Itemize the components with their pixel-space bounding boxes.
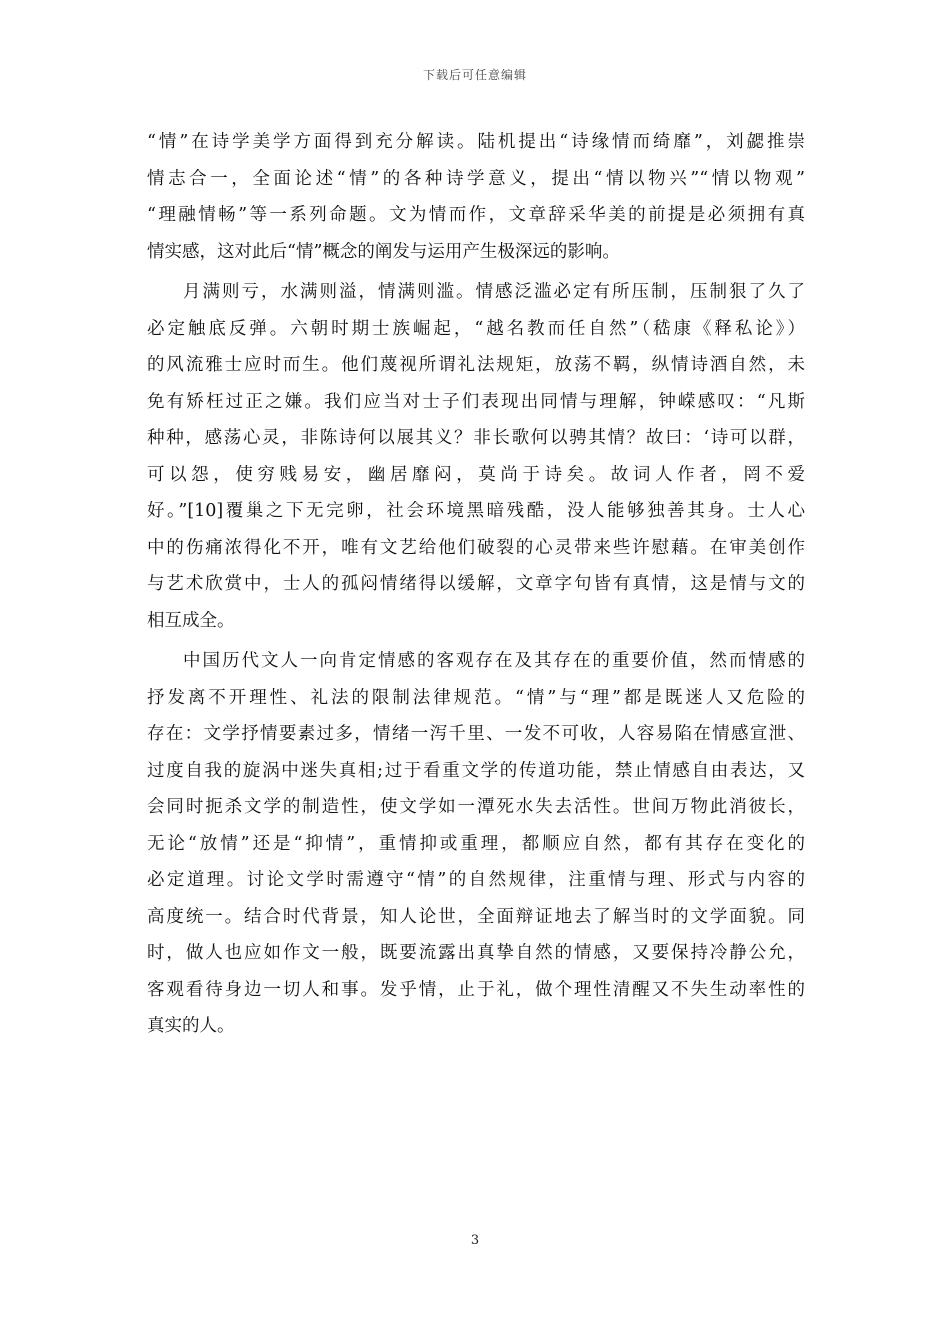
text-line: 无论“放情”还是“抑情”，重情抑或重理，都顺应自然，都有其存在变化的 xyxy=(147,833,805,854)
body-text xyxy=(147,124,805,1045)
page-header: 下载后可任意编辑 xyxy=(422,68,527,82)
text-line: 真实的人。 xyxy=(147,1016,235,1036)
text-line: 相互成全。 xyxy=(147,610,235,631)
text-line: “理融情畅”等一系列命题。文为情而作，文章辞采华美的前提是必须拥有真 xyxy=(147,205,805,225)
text-line: 的风流雅士应时而生。他们蔑视所谓礼法规矩，放荡不羁，纵情诗酒自然，未 xyxy=(147,355,805,375)
text-line: 时，做人也应如作文一般，既要流露出真挚自然的情感，又要保持冷静公允， xyxy=(147,943,805,963)
text-line: 可以怨，使穷贱易安，幽居靡闷，莫尚于诗矣。故词人作者，罔不爱 xyxy=(147,464,805,485)
text-line: 客观看待身边一切人和事。发乎情，止于礼，做个理性清醒又不失生动率性的 xyxy=(147,979,805,1000)
text-line: 中国历代文人一向肯定情感的客观存在及其存在的重要价值，然而情感的 xyxy=(183,651,805,671)
text-line: 高度统一。结合时代背景，知人论世，全面辩证地去了解当时的文学面貌。同 xyxy=(147,906,805,927)
text-line: 种种，感荡心灵，非陈诗何以展其义？非长歌何以骋其情？故曰：‘诗可以群， xyxy=(147,428,805,448)
text-line: 存在：文学抒情要素过多，情绪一泻千里、一发不可收，人容易陷在情感宣泄、 xyxy=(147,724,805,744)
text-line: 情志合一，全面论述“情”的各种诗学意义，提出“情以物兴”“情以物观” xyxy=(147,168,805,189)
text-line: 过度自我的旋涡中迷失真相;过于看重文学的传道功能，禁止情感自由表达，又 xyxy=(147,760,805,781)
paragraph-2 xyxy=(147,274,805,639)
text-line: 必定触底反弹。六朝时期士族崛起，“越名教而任自然”（嵇康《释私论》） xyxy=(147,318,805,339)
text-line: 情实感，这对此后“情”概念的阐发与运用产生极深远的影响。 xyxy=(147,241,620,262)
text-line: “情”在诗学美学方面得到充分解读。陆机提出“诗缘情而绮靡”，刘勰推崇 xyxy=(147,132,805,152)
text-line: 免有矫枉过正之嫌。我们应当对士子们表现出同情与理解，钟嵘感叹：“凡斯 xyxy=(147,391,805,412)
paragraph-1 xyxy=(147,124,805,270)
text-line: 月满则亏，水满则溢，情满则滥。情感泛滥必定有所压制，压制狠了久了 xyxy=(183,282,805,302)
text-line: 抒发离不开理性、礼法的限制法律规范。“情”与“理”都是既迷人又危险的 xyxy=(147,687,805,708)
text-line: 中的伤痛浓得化不开，唯有文艺给他们破裂的心灵带来些许慰藉。在审美创作 xyxy=(147,537,805,558)
text-line: 会同时扼杀文学的制造性，使文学如一潭死水失去活性。世间万物此消彼长， xyxy=(147,797,805,817)
text-line: 必定道理。讨论文学时需遵守“情”的自然规律，注重情与理、形式与内容的 xyxy=(147,870,805,890)
page-number: 3 xyxy=(470,1233,480,1248)
text-line: 好。”[10]覆巢之下无完卵，社会环境黑暗残酷，没人能够独善其身。士人心 xyxy=(147,501,805,521)
text-line: 与艺术欣赏中，士人的孤闷情绪得以缓解，文章字句皆有真情，这是情与文的 xyxy=(147,574,805,594)
paragraph-3 xyxy=(147,643,805,1045)
